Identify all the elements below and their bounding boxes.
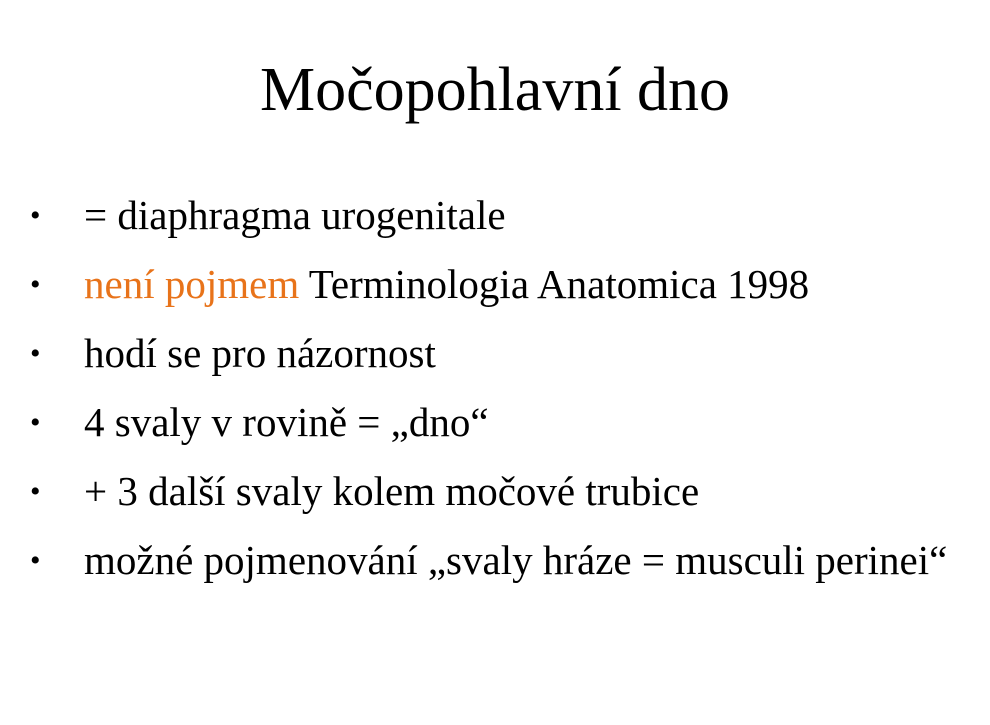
bullet-list [30,192,970,584]
list-item [30,468,970,515]
highlighted-text: není pojmem [84,261,300,307]
bullet-dot-icon: • [30,475,41,508]
bullet-dot-icon: • [30,406,41,439]
list-item [30,192,970,239]
list-item [30,261,970,308]
bullet-dot-icon: • [30,199,41,232]
list-item [30,399,970,446]
bullet-dot-icon: • [30,268,41,301]
bullet-dot-icon: • [30,544,41,577]
bullet-text: hodí se pro názornost [84,330,436,376]
bullet-text: Terminologia Anatomica 1998 [299,261,810,307]
slide-title: Močopohlavní dno [259,56,731,124]
list-item [30,537,970,584]
bullet-text: + 3 další svaly kolem močové trubice [84,468,700,514]
bullet-text: = diaphragma urogenitale [84,192,506,238]
list-item [30,330,970,377]
bullet-dot-icon: • [30,337,41,370]
bullet-text: možné pojmenování „svaly hráze = musculi perinei“ [84,537,948,583]
bullet-text: 4 svaly v rovině = „dno“ [84,399,489,445]
